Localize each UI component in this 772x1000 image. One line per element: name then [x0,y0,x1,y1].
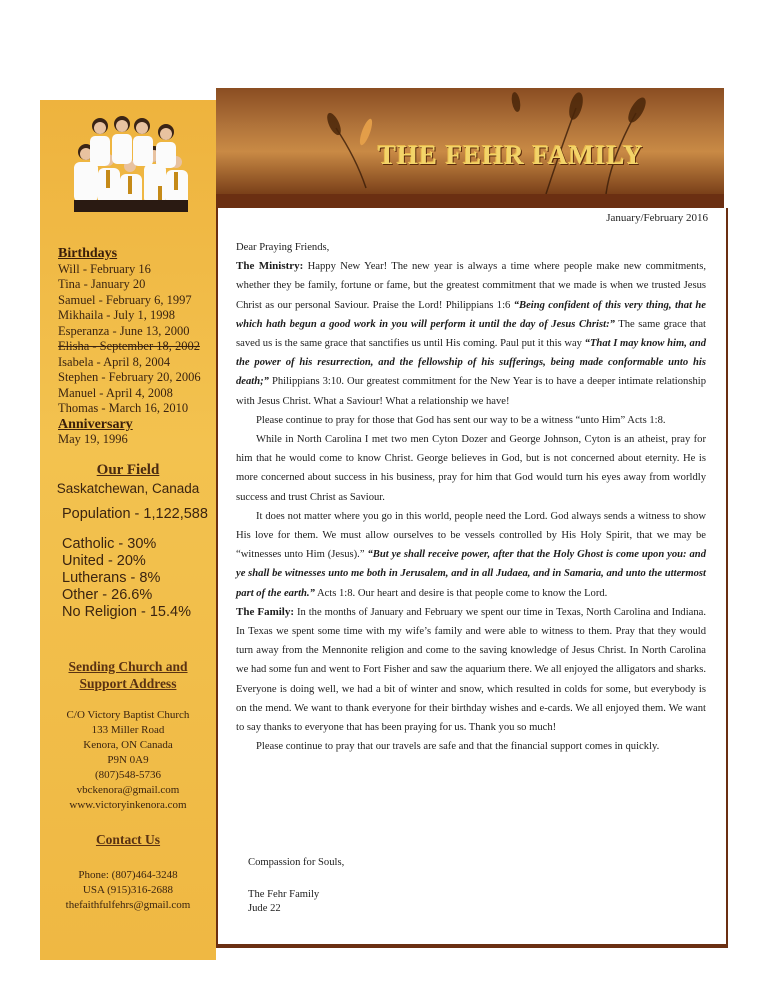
birthday-item: Esperanza - June 13, 2000 [58,323,190,338]
sending-address [40,708,216,813]
contact-phone: Phone: (807)464-3248 [78,869,178,881]
sending-heading-line2: Support Address [79,676,177,691]
birthday-item: Stephen - February 20, 2006 [58,370,201,384]
letter-date: January/February 2016 [606,212,708,224]
birthdays-heading: Birthdays [58,246,118,261]
letter-body [236,238,706,756]
witness-paragraph [236,507,706,603]
address-line: 133 Miller Road [91,724,165,736]
contact-email: thefaithfulfehrs@gmail.com [65,899,191,911]
religion-item: No Religion - 15.4% [62,604,191,620]
birthday-item: Samuel - February 6, 1997 [58,292,192,307]
religion-item: Lutherans - 8% [62,570,161,586]
birthday-item: Tina - January 20 [58,277,146,291]
ministry-paragraph [236,257,706,411]
sending-heading-line1: Sending Church and [68,659,188,674]
closing-line: Compassion for Souls, [248,857,345,868]
anniversary-date: May 19, 1996 [58,432,128,446]
ministry-text: Happy New Year! The new year is always a time where people make new commitments, whether they be family, fortune or fame, but the greatest commitment that we made is when we trusted Jesus Christ as our personal Saviour. Praise the Lord! Philippians 1:6 [236,261,706,311]
scripture-quote: “But ye shall receive power, after that the Holy Ghost is come upon you: and ye shall be witnesses unto me both in Jerusalem, and in all Judaea, and in Samaria, and unto the uttermost part of the earth.” [236,549,706,599]
family-text: In the months of January and February we spent our time in Texas, North Carolina and Indiana. In Texas we spent some time with my wife’s family and were able to witness to them. Pray that they would turn away from the Mennonite religion and come to the saving knowledge of Jesus Christ. In North Carolina we had some fun and went to Fort Fisher and saw the aquarium there. We all enjoyed the alligators and sharks. Everyone is doing well, we had a bit of winter and snow, which resulted in colds for some, but everybody is on the mend. We want to thank everyone for their birthday wishes and e-cards. We all enjoyed them. We want to say thanks to everyone that has been praying for us. Thank you so much! [236,606,706,734]
signature: The Fehr Family [248,889,320,900]
contact-section [40,832,216,913]
prayer-paragraph: Please continue to pray for those that God has sent our way to be a witness “unto Him” Acts 1:8. [256,414,666,426]
birthday-item: Elisha - September 18, 2002 [58,339,200,353]
letter-greeting: Dear Praying Friends, [236,242,330,253]
family-paragraph [236,603,706,737]
religion-item: United - 20% [62,553,146,569]
scripture-quote: “Being confident of this very thing, that he which hath begun a good work in you will perform it until the day of Jesus Christ:” [236,299,707,330]
banner-title: THE FEHR FAMILY [378,140,644,170]
address-line: P9N 0A9 [107,754,149,766]
address-line: Kenora, ON Canada [83,739,173,751]
our-field-section [40,462,216,621]
anniversary-heading: Anniversary [58,416,133,432]
address-line: C/O Victory Baptist Church [66,709,190,721]
letter-frame-bottom [216,944,728,948]
witness-text: It does not matter where you go in this world, people need the Lord. God always sends a witness to show His love for them. We must allow ourselves to be vessels controlled by His Holy Spirit, that we may be “witnesses unto Him (Jesus).” [236,510,706,561]
field-heading: Our Field [96,462,160,478]
address-phone: (807)548-5736 [95,769,161,781]
contact-heading: Contact Us [95,832,161,847]
letter-closing [248,856,344,916]
religion-item: Catholic - 30% [62,536,157,552]
ministry-text: The same grace that saved us is the same grace that sanctifies us until His coming. Paul put it this way [236,318,706,350]
header-banner [216,88,724,194]
birthday-item: Isabela - April 8, 2004 [58,354,171,369]
contact-lines [40,868,216,913]
religion-list [62,536,216,621]
birthday-item: Will - February 16 [58,261,151,276]
address-email: vbckenora@gmail.com [76,784,180,796]
sending-church-section [40,658,216,813]
field-region: Saskatchewan, Canada [56,481,200,496]
birthday-item: Manuel - April 4, 2008 [58,385,173,400]
north-carolina-paragraph: While in North Carolina I met two men Cyton Dozer and George Johnson, Cyton is an atheist, pray for him that he would come to know Christ. George believes in God, but is not concerned about eternity. He is more concerned about success in his business, pray for him that God would turn his eyes away from worldly success and trust Christ as Saviour. [236,434,706,503]
religion-item: Other - 26.6% [62,587,153,603]
birthdays-section [58,246,218,448]
witness-text: Acts 1:8. Our heart and desire is that people come to know the Lord. [314,587,608,599]
ministry-text: Philippians 3:10. Our greatest commitment for the New Year is to have a deeper intimate relationship with Jesus Christ. What a Saviour! What a relationship we have! [236,376,706,407]
ministry-label: The Ministry: [236,260,304,273]
signature-verse: Jude 22 [248,903,281,914]
banner-stripe [216,194,724,208]
birthday-item: Mikhaila - July 1, 1998 [58,308,176,322]
address-website: www.victoryinkenora.com [69,799,187,811]
scripture-quote: “That I may know him, and the power of his resurrection, and the fellowship of his sufferings, being made conformable unto his death;” [236,338,707,388]
field-population: Population - 1,122,588 [62,506,208,522]
family-label: The Family: [236,605,295,618]
family-photo [60,112,196,216]
final-prayer-paragraph: Please continue to pray that our travels are safe and that the financial support comes in quickly. [256,741,660,753]
birthday-item: Thomas - March 16, 2010 [58,401,189,415]
contact-usa-phone: USA (915)316-2688 [82,884,174,896]
